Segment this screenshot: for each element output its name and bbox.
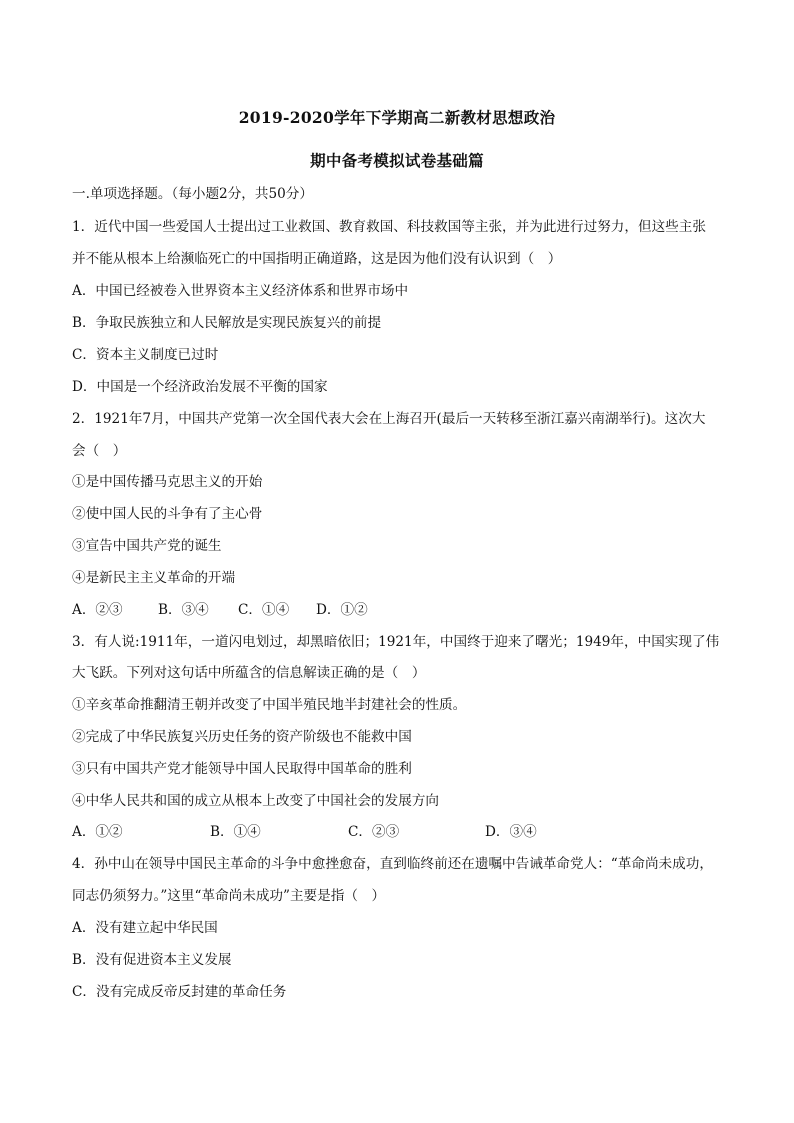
q2-option-d: D．①② xyxy=(316,602,368,618)
q3-stem-line1: 3．有人说:1911年，一道闪电划过，却黑暗依旧；1921年，中国终于迎来了曙光；1949年，中国实现了伟 xyxy=(72,634,720,650)
q3-stem-line2: 大飞跃。下列对这句话中所蕴含的信息解读正确的是（ ） xyxy=(72,665,426,681)
q4-option-c: C．没有完成反帝反封建的革命任务 xyxy=(72,984,287,1000)
page-subtitle: 期中备考模拟试卷基础篇 xyxy=(310,151,484,170)
q3-statement-4: ④中华人民共和国的成立从根本上改变了中国社会的发展方向 xyxy=(72,793,440,809)
q3-option-a: A．①② xyxy=(72,824,123,840)
q2-statement-2: ②使中国人民的斗争有了主心骨 xyxy=(72,506,263,522)
q3-option-c: C．②③ xyxy=(348,824,400,840)
q1-stem-line1: 1．近代中国一些爱国人士提出过工业救国、教育救国、科技救国等主张，并为此进行过努力，但这些主张 xyxy=(72,219,706,235)
q4-option-b: B．没有促进资本主义发展 xyxy=(72,952,232,968)
q3-statement-2: ②完成了中华民族复兴历史任务的资产阶级也不能救中国 xyxy=(72,729,412,745)
q3-options-row xyxy=(72,823,537,841)
section-heading: 一.单项选择题。（每小题2分，共50分） xyxy=(72,186,313,202)
q2-option-a: A．②③ xyxy=(72,602,123,618)
q2-option-c: C．①④ xyxy=(238,602,290,618)
q1-stem-line2: 并不能从根本上给濒临死亡的中国指明正确道路，这是因为他们没有认识到（ ） xyxy=(72,251,562,267)
page-title: 2019-2020学年下学期高二新教材思想政治 xyxy=(238,108,556,127)
q3-option-b: B．①④ xyxy=(210,824,261,840)
q4-stem-line2: 同志仍须努力。”这里“革命尚未成功”主要是指（ ） xyxy=(72,888,386,904)
q4-option-a: A．没有建立起中华民国 xyxy=(72,920,218,936)
q3-option-d: D．③④ xyxy=(485,824,537,840)
q2-statement-1: ①是中国传播马克思主义的开始 xyxy=(72,474,263,490)
q2-option-b: B．③④ xyxy=(158,602,209,618)
q1-option-a: A．中国已经被卷入世界资本主义经济体系和世界市场中 xyxy=(72,283,409,299)
q2-statement-3: ③宣告中国共产党的诞生 xyxy=(72,538,222,554)
q1-option-d: D．中国是一个经济政治发展不平衡的国家 xyxy=(72,379,328,395)
q3-statement-1: ①辛亥革命推翻清王朝并改变了中国半殖民地半封建社会的性质。 xyxy=(72,697,467,713)
q2-statement-4: ④是新民主主义革命的开端 xyxy=(72,570,236,586)
q2-stem-line2: 会（ ） xyxy=(72,443,127,459)
q2-stem-line1: 2．1921年7月，中国共产党第一次全国代表大会在上海召开(最后一天转移至浙江嘉兴南湖举行)。这次大 xyxy=(72,411,706,427)
q1-option-b: B．争取民族独立和人民解放是实现民族复兴的前提 xyxy=(72,315,382,331)
q3-statement-3: ③只有中国共产党才能领导中国人民取得中国革命的胜利 xyxy=(72,761,412,777)
q4-stem-line1: 4．孙中山在领导中国民主革命的斗争中愈挫愈奋，直到临终前还在遗嘱中告诫革命党人：“革命尚未成功， xyxy=(72,856,713,872)
q2-options-row xyxy=(72,601,368,619)
q1-option-c: C．资本主义制度已过时 xyxy=(72,347,219,363)
